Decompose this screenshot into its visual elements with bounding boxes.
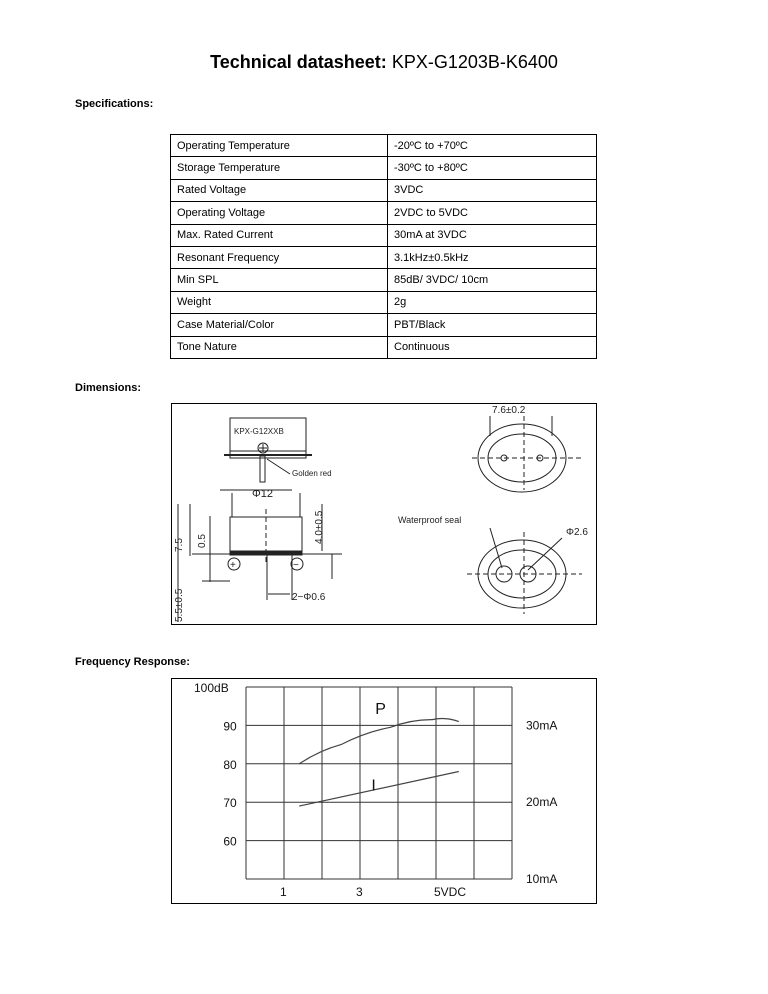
dim-7-5: 7.5 [174,538,185,552]
spec-row [171,314,597,336]
spec-value: -20ºC to +70ºC [388,135,597,157]
series-label-P: P [375,700,386,718]
y-tick-label-left: 70 [223,796,237,811]
spec-row [171,202,597,224]
dimensions-heading: Dimensions: [75,382,142,394]
spec-param: Rated Voltage [171,179,388,201]
spec-row [171,179,597,201]
waterproof-label: Waterproof seal [398,515,462,525]
spec-param: Weight [171,291,388,313]
spec-value: PBT/Black [388,314,597,336]
y-tick-label-left: 90 [223,719,237,734]
spec-value: 85dB/ 3VDC/ 10cm [388,269,597,291]
y-tick-label-right: 30mA [526,718,558,733]
spec-param: Resonant Frequency [171,246,388,268]
spec-value: -30ºC to +80ºC [388,157,597,179]
spec-value: 3VDC [388,179,597,201]
frequency-heading: Frequency Response: [75,656,190,668]
series-label-I: I [371,777,376,795]
spec-row [171,246,597,268]
y-tick-label-left: 60 [223,834,237,849]
hole-label: Φ2.6 [566,527,588,538]
label-box [230,418,306,458]
spec-row [171,336,597,358]
dimensions-drawing [171,403,597,625]
frequency-chart-svg [172,679,596,903]
plus-sign: + [230,560,236,571]
pins-label: 2−Φ0.6 [292,592,326,603]
spec-row [171,291,597,313]
golden-red-label: Golden red [292,469,332,478]
spec-param: Case Material/Color [171,314,388,336]
y-tick-label-left: 100dB [194,681,229,695]
dim-5-5: 5.5±0.5 [174,588,185,622]
series-line-I [299,771,459,806]
spec-value: 2g [388,291,597,313]
specifications-table [170,134,597,359]
spec-row [171,157,597,179]
title-model: KPX-G1203B-K6400 [391,52,558,72]
spec-row [171,224,597,246]
x-tick-label: 5VDC [434,885,467,899]
specifications-heading: Specifications: [75,98,154,110]
spec-param: Operating Temperature [171,135,388,157]
top-width-label: 7.6±0.2 [492,405,526,416]
y-tick-label-left: 80 [223,757,237,772]
title-label: Technical datasheet: [210,52,387,72]
model-label: KPX-G12XXB [234,427,284,436]
spec-param: Max. Rated Current [171,224,388,246]
y-tick-label-right: 10mA [526,872,558,886]
spec-param: Tone Nature [171,336,388,358]
y-tick-label-right: 20mA [526,795,558,810]
x-tick-label: 1 [280,885,287,899]
spec-param: Operating Voltage [171,202,388,224]
spec-param: Storage Temperature [171,157,388,179]
spec-value: 30mA at 3VDC [388,224,597,246]
x-tick-label: 3 [356,885,363,899]
spec-param: Min SPL [171,269,388,291]
dim-4-0: 4.0±0.5 [314,510,325,544]
minus-sign: − [293,560,299,571]
frequency-chart [171,678,597,904]
dim-0-5: 0.5 [197,534,208,548]
spec-value: Continuous [388,336,597,358]
spec-value: 3.1kHz±0.5kHz [388,246,597,268]
spec-row [171,269,597,291]
page-title [0,52,768,73]
spec-value: 2VDC to 5VDC [388,202,597,224]
spec-row [171,135,597,157]
dimension-svg [172,404,596,624]
diameter-label: Φ12 [252,488,274,500]
